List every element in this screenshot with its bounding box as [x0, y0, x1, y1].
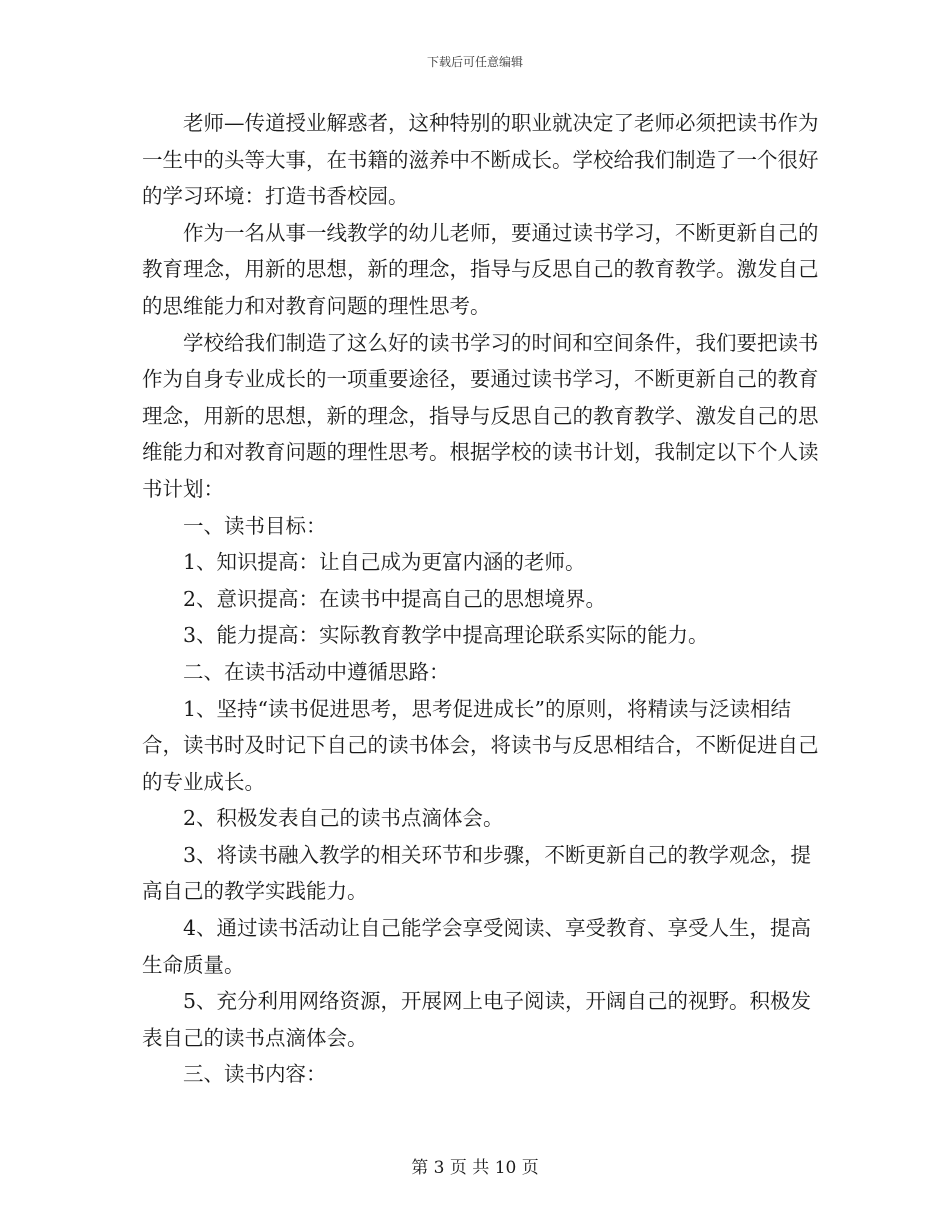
- list-item-goal-1: 1、知识提高：让自己成为更富内涵的老师。: [183, 550, 586, 575]
- list-item-goal-2: 2、意识提高：在读书中提高自己的思想境界。: [183, 586, 607, 611]
- page-number: 第 3 页 共 10 页: [411, 1158, 539, 1178]
- section-heading-goals: 一、读书目标：: [183, 513, 327, 538]
- list-item-approach-4: 4、通过读书活动让自己能学会享受阅读、享受教育、享受人生，提高生命质量。: [142, 916, 812, 977]
- document-body: [142, 105, 826, 1093]
- paragraph-intro: 老师—传道授业解惑者，这种特别的职业就决定了老师必须把读书作为一生中的头等大事，在书籍的滋养中不断成长。学校给我们制造了一个很好的学习环境：打造书香校园。: [142, 111, 819, 209]
- list-item-goal-3: 3、能力提高：实际教育教学中提高理论联系实际的能力。: [183, 623, 709, 648]
- list-item-approach-2: 2、积极发表自己的读书点滴体会。: [183, 806, 504, 831]
- list-item-approach-3: 3、将读书融入教学的相关环节和步骤，不断更新自己的教学观念，提高自己的教学实践能力。: [142, 842, 812, 904]
- paragraph-teacher-role: 作为一名从事一线教学的幼儿老师，要通过读书学习，不断更新自己的教育理念，用新的思想，新的理念，指导与反思自己的教育教学。激发自己的思维能力和对教育问题的理性思考。: [142, 220, 819, 318]
- section-heading-approach: 二、在读书活动中遵循思路：: [183, 659, 450, 684]
- section-heading-content: 三、读书内容：: [183, 1062, 327, 1087]
- list-item-approach-5: 5、充分利用网络资源，开展网上电子阅读，开阔自己的视野。积极发表自己的读书点滴体会。: [142, 989, 812, 1050]
- page-header: 下载后可任意编辑: [426, 55, 523, 69]
- list-item-approach-1: 1、坚持“读书促进思考，思考促进成长”的原则，将精读与泛读相结合，读书时及时记下自己的读书体会，将读书与反思相结合，不断促进自己的专业成长。: [142, 696, 819, 794]
- paragraph-school-conditions: 学校给我们制造了这么好的读书学习的时间和空间条件，我们要把读书作为自身专业成长的一项重要途径，要通过读书学习，不断更新自己的教育理念，用新的思想，新的理念，指导与反思自己的教育教学、激发自己的思维能力和对教育问题的理性思考。根据学校的读书计划，我制定以下个人读书计划：: [142, 330, 819, 501]
